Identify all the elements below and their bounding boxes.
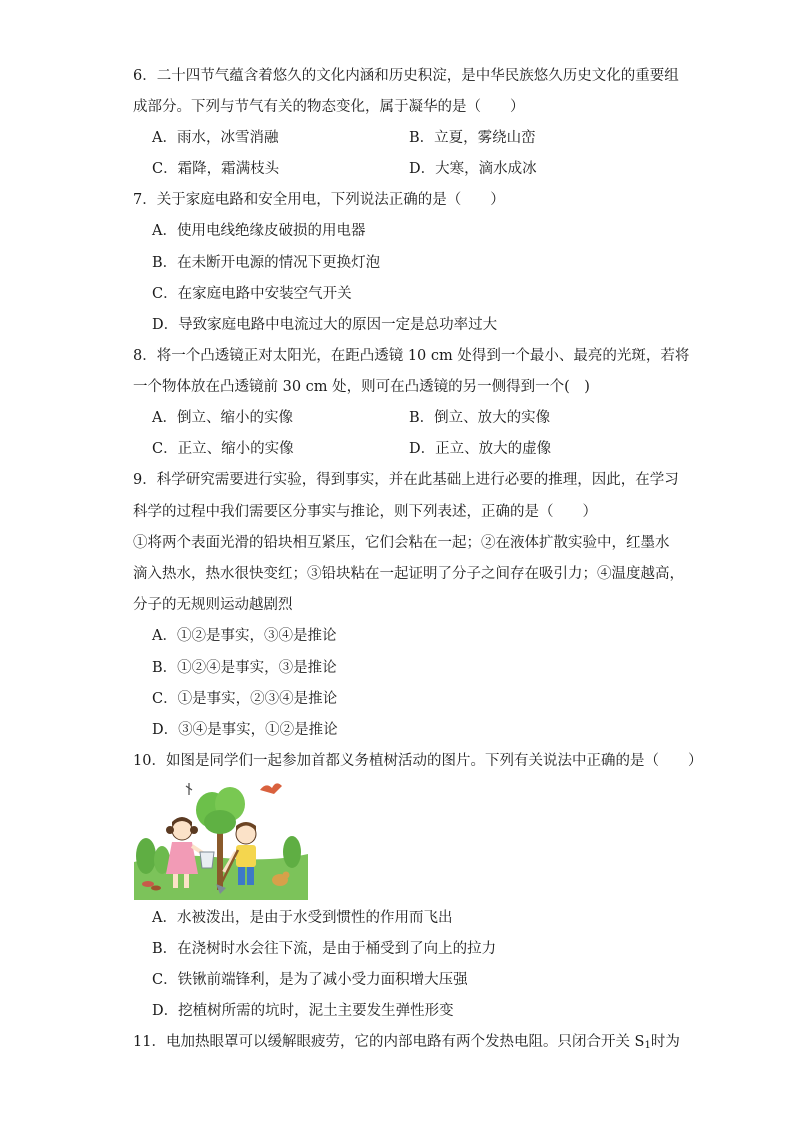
- q10-option-d: D．挖植树所需的坑时，泥土主要发生弹性形变: [152, 1003, 454, 1019]
- q9-stem-line3: ①将两个表面光滑的铅块相互紧压，它们会粘在一起；②在液体扩散实验中，红墨水: [133, 535, 670, 551]
- q9-stem-line1: 9．科学研究需要进行实验，得到事实，并在此基础上进行必要的推理，因此，在学习: [133, 472, 679, 488]
- girl-pigtail-left: [166, 826, 174, 834]
- q6-stem-line2: 成部分。下列与节气有关的物态变化，属于凝华的是（ ）: [133, 99, 525, 115]
- girl-leg-right: [184, 874, 189, 888]
- bush-right: [283, 836, 301, 868]
- boy-shirt: [236, 845, 256, 867]
- q9-stem-line5: 分子的无规则运动越剧烈: [133, 597, 293, 613]
- q10-stem-line1: 10．如图是同学们一起参加首都义务植树活动的图片。下列有关说法中正确的是（ ）: [133, 753, 703, 769]
- q8-option-c: C．正立、缩小的实像: [152, 441, 294, 457]
- boy-leg-right: [247, 867, 254, 885]
- q6-option-c: C．霜降，霜满枝头: [152, 161, 280, 177]
- q10-option-b: B．在浇树时水会往下流，是由于桶受到了向上的拉力: [152, 941, 497, 957]
- q10-option-a: A．水被泼出，是由于水受到惯性的作用而飞出: [152, 910, 453, 926]
- q8-stem-line2: 一个物体放在凸透镜前 30 cm 处，则可在凸透镜的另一侧得到一个( ): [133, 379, 590, 395]
- q7-option-b: B．在未断开电源的情况下更换灯泡: [152, 255, 381, 271]
- q7-option-a: A．使用电线绝缘皮破损的用电器: [152, 223, 366, 239]
- stone-icon: [151, 886, 161, 891]
- q8-option-a: A．倒立、缩小的实像: [152, 410, 293, 426]
- q9-stem-line4: 滴入热水，热水很快变红；③铅块粘在一起证明了分子之间存在吸引力；④温度越高，: [133, 566, 684, 582]
- q9-stem-line2: 科学的过程中我们需要区分事实与推论，则下列表述，正确的是（ ）: [133, 504, 597, 520]
- mushroom-icon: [142, 881, 154, 887]
- q8-option-d: D．正立、放大的虚像: [409, 441, 552, 457]
- q7-option-d: D．导致家庭电路中电流过大的原因一定是总功率过大: [152, 317, 498, 333]
- q11-stem-tail: 时为: [650, 1034, 680, 1050]
- q6-stem-line1: 6．二十四节气蕴含着悠久的文化内涵和历史积淀，是中华民族悠久历史文化的重要组: [133, 68, 679, 84]
- q7-stem-line1: 7．关于家庭电路和安全用电，下列说法正确的是（ ）: [133, 192, 505, 208]
- q6-option-a: A．雨水，冰雪消融: [152, 130, 279, 146]
- dragonfly-icon: [186, 783, 192, 795]
- flying-bird-icon: [260, 783, 282, 794]
- q9-option-a: A．①②是事实，③④是推论: [152, 628, 337, 644]
- q9-option-d: D．③④是事实，①②是推论: [152, 722, 338, 738]
- boy-leg-left: [238, 867, 245, 885]
- q8-stem-line1: 8．将一个凸透镜正对太阳光，在距凸透镜 10 cm 处得到一个最小、最亮的光斑，若将: [133, 348, 690, 364]
- q11-stem-line1: [133, 1032, 680, 1056]
- q9-option-c: C．①是事实，②③④是推论: [152, 691, 338, 707]
- q7-option-c: C．在家庭电路中安装空气开关: [152, 286, 352, 302]
- water-bucket: [200, 852, 214, 868]
- q10-option-c: C．铁锹前端锋利，是为了减小受力面积增大压强: [152, 972, 468, 988]
- tree-planting-illustration: [134, 776, 308, 900]
- girl-pigtail-right: [190, 826, 198, 834]
- q11-switch-subscript: 1: [644, 1040, 651, 1051]
- ground-bird-head: [283, 872, 290, 879]
- q9-option-b: B．①②④是事实，③是推论: [152, 660, 337, 676]
- bush-left: [136, 838, 156, 874]
- q11-stem-text: 11．电加热眼罩可以缓解眼疲劳，它的内部电路有两个发热电阻。只闭合开关 S: [133, 1034, 645, 1050]
- q6-option-d: D．大寒，滴水成冰: [409, 161, 537, 177]
- tree-crown-bottom: [204, 810, 236, 834]
- q6-option-b: B．立夏，雾绕山峦: [409, 130, 536, 146]
- girl-leg-left: [173, 874, 178, 888]
- q8-option-b: B．倒立、放大的实像: [409, 410, 551, 426]
